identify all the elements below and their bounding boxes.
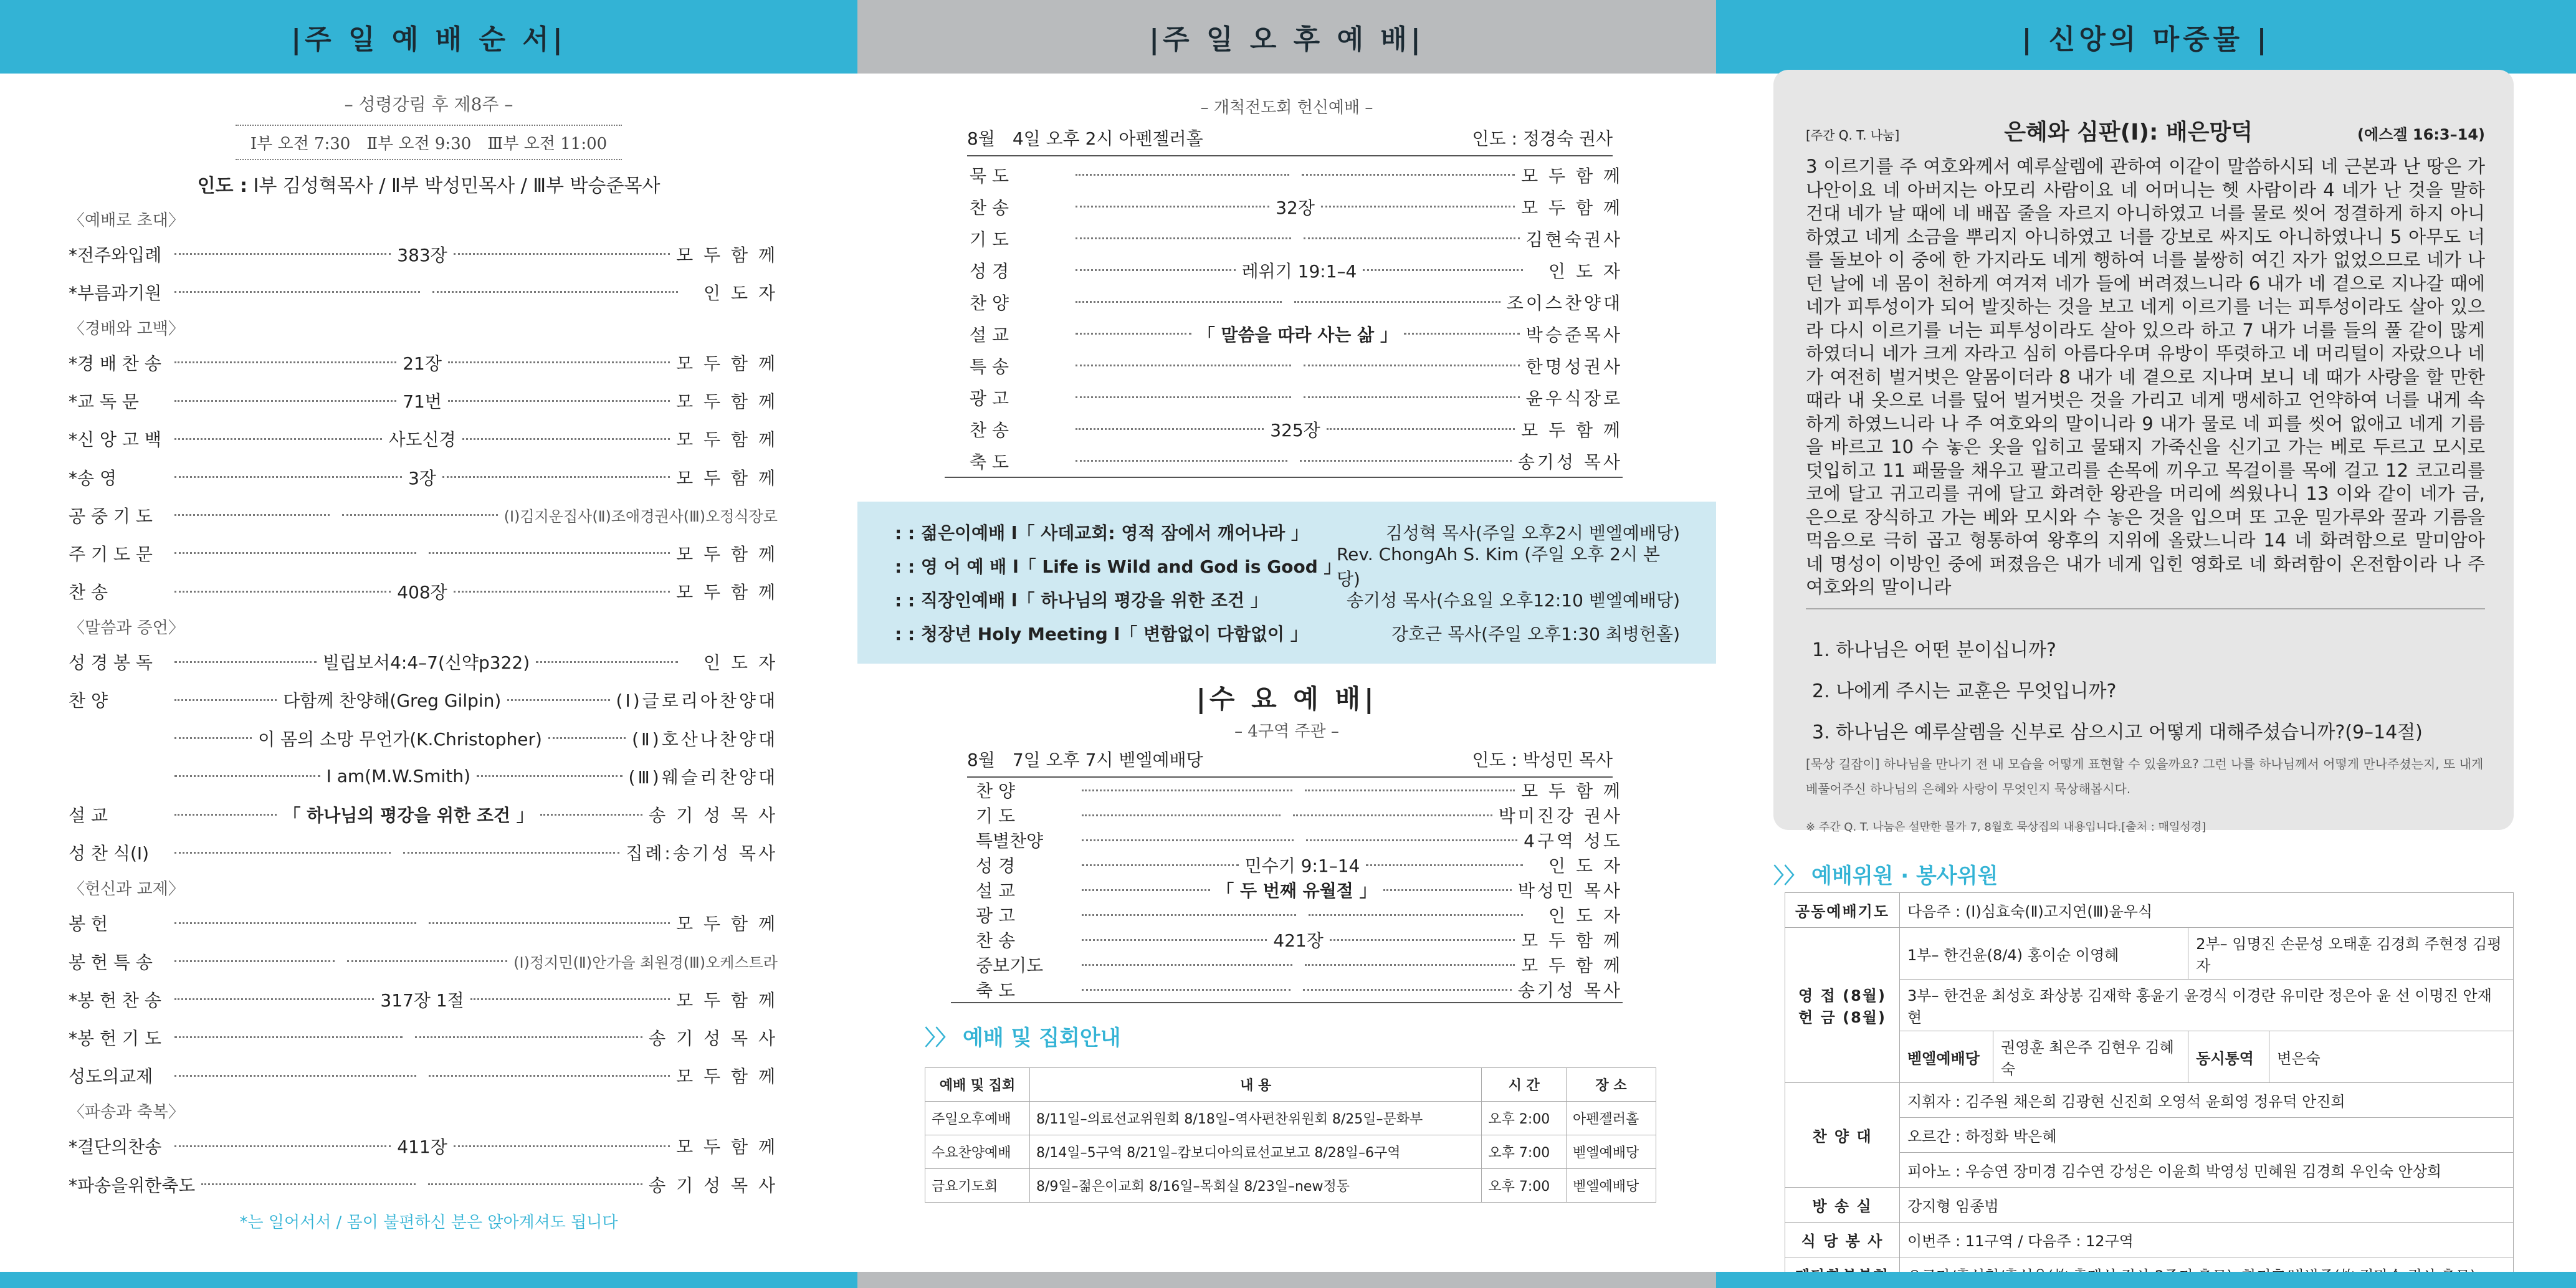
order-item-detail: [168, 465, 676, 490]
qt-question: 3. 하나님은 예루살렘을 신부로 삼으시고 어떻게 대해주셨습니까?(9–14절): [1812, 721, 2423, 743]
order-item-detail: [1069, 237, 1526, 239]
order-item-detail-text: 325장: [1270, 419, 1320, 441]
service-detail: Rev. ChongAh S. Kim (주일 오후 2시 본당): [1336, 544, 1660, 589]
order-item-name: 봉 헌: [69, 914, 108, 935]
table-row: [925, 1135, 1656, 1169]
volunteers-heading: [1773, 859, 1998, 889]
order-item-detail: [1069, 301, 1507, 303]
table-cell: 수요찬양예배: [925, 1135, 1030, 1169]
order-item-detail: [195, 1183, 649, 1185]
order-item-detail-text: 「 하나님의 평강을 위한 조건 」: [283, 805, 534, 826]
service-name: : : 젊은이예배 l「 사데교회: 영적 잠에서 깨어나라 」: [895, 523, 1309, 543]
list-item: [895, 544, 1680, 589]
order-item-name: 광 고: [970, 388, 1009, 409]
qt-title: 은혜와 심판(Ⅰ): 배은망덕: [2004, 120, 2253, 145]
order-row: [0, 757, 857, 795]
order-item-name: 묵 도: [970, 165, 1009, 186]
order-item-detail-text: 411장: [397, 1137, 447, 1158]
volunteers-table: [1785, 892, 2514, 1288]
order-item-name: 주 기 도 문: [69, 543, 153, 565]
other-services-band: [857, 502, 1716, 664]
order-item-detail-text: 21장: [403, 353, 442, 374]
order-row: [951, 952, 1623, 977]
order-item-detail: [168, 579, 676, 604]
order-item-detail: [168, 802, 649, 827]
order-item-detail: [1069, 417, 1521, 442]
order-item-leader: 모 두 함 께: [676, 990, 778, 1011]
order-item-leader: 모 두 함 께: [1521, 165, 1623, 186]
order-item-leader: 모 두 함 께: [676, 1137, 778, 1158]
order-item-detail: [168, 350, 676, 375]
list-item: [895, 583, 1680, 616]
order-row: [945, 350, 1623, 381]
table-cell: 벧엘예배당: [1567, 1169, 1656, 1203]
order-item-detail: [1076, 914, 1529, 916]
column-header: 내 용: [1030, 1068, 1482, 1102]
qt-question: 1. 하나님은 어떤 분이십니까?: [1812, 639, 2056, 661]
order-item-leader: 김현숙권사: [1525, 229, 1623, 250]
order-item-detail: [1069, 396, 1526, 398]
order-item-leader: 인 도 자: [1548, 856, 1623, 876]
order-item-leader: 송 기 성 목 사: [649, 1175, 778, 1196]
order-item-detail-text: 이 몸의 소망 무언가(K.Christopher): [258, 728, 542, 750]
qt-scripture: 3 이르기를 주 여호와께서 예루살렘에 관하여 이같이 말씀하시되 네 근본과 난 땅은 가나안이요 네 아버지는 아모리 사람이요 네 어머니는 헷 사람이라 4 네가 난 것을 말하건대 네가 날 때에 네 배꼽 줄을 자르지 아니하였고 너를 물로 씻어 정결하게 하지 아니하였고 네게 소금을 뿌리지 아니하였고 너를 강보로 싸지도 아니하였나니 5 아무도 너를 돌보아 이 중에 한 가지라도 네게 행하여 너를 불쌍히 여긴 자가 없었으므로 네가 나던 날에 네 몸이 천하게 여겨져 네가 들에 버려졌느니라 6 내가 네 곁으로 지나갈 때에 네가 피투성이가 되어 발짓하는 것을 보고 네게 이르기를 너는 피투성이라도 살아 있으라 다시 이르기를 너는 피투성이라도 살아 있으라 하고 7 내가 너를 들의 풀 같이 많게 하였더니 네가 크게 자라고 심히 아름다우며 유방이 뚜렷하고 네 머리털이 자랐으나 네가 여전히 벌거벗은 알몸이더라 8 내가 네 곁으로 지나며 보니 네 때가 사랑을 할 만한 때라 내 옷으로 너를 덮어 벌거벗은 것을 가리고 네게 맹세하고 언약하여 너를 내게 속하게 하였느니라 나 주 여호와의 말이니라 9 내가 물로 네 피를 씻어 없애고 네게 기름을 바르고 10 수 놓은 옷을 입히고 물돼지 가죽신을 신기고 가는 베로 두르고 모시로 덧입히고 11 패물을 채우고 팔고리를 손목에 끼우고 목걸이를 목에 걸고 12 코고리를 코에 달고 귀고리를 귀에 달고 화려한 왕관을 머리에 씌웠나니 13 이와 같이 네가 금, 은으로 장식하고 가는 베와 모시와 수 놓은 것을 입으며 또 고운 밀가루와 꿀과 기름을 먹음으로 극히 곱고 형통하여 왕후의 지위에 올랐느니라 14 네 화려함으로 말미암아 네 명성이 이방인 중에 퍼졌음은 내가 네게 입힌 영화로 네 화려함이 온전함이라 나 주 여호와의 말이니라: [1806, 156, 2485, 598]
faith-title: | 신앙의 마중물 |: [1716, 0, 2576, 74]
order-item-detail-text: 레위기 19:1–4: [1241, 260, 1357, 282]
order-row: [945, 381, 1623, 413]
faith-column: [1716, 0, 2576, 1288]
vol-key: 공동예배기도: [1785, 893, 1900, 928]
vol-value: 지휘자 : 김주원 채은희 김광현 신진희 오영석 윤희영 정유덕 안진희: [1900, 1083, 2514, 1118]
section-label: 〈예배로 초대〉: [69, 211, 184, 230]
order-item-name: *파송을위한축도: [69, 1175, 196, 1196]
order-item-detail-text: 「 두 번째 유월절 」: [1216, 880, 1377, 901]
order-row: [0, 273, 857, 311]
table-cell: 금요기도회: [925, 1169, 1030, 1203]
order-item-detail: [1069, 258, 1529, 283]
order-row: [0, 573, 857, 611]
guide-heading: [857, 1021, 1716, 1051]
qt-card: [1773, 70, 2514, 834]
order-row: [0, 1057, 857, 1095]
vol-value: 3부– 한건윤 최성호 좌상봉 김재학 홍윤기 윤경식 이경란 유미란 정은아 윤 선 이명진 안재현: [1900, 980, 2514, 1031]
order-item-leader: 박성민 목사: [1517, 880, 1623, 901]
order-item-leader: (Ⅱ)호산나찬양대: [632, 728, 778, 750]
order-row: [0, 904, 857, 942]
order-item-name: 찬 송: [970, 419, 1009, 441]
order-item-leader: 모 두 함 께: [1521, 781, 1623, 801]
order-item-detail: [1069, 322, 1526, 346]
vol-value: 다음주 : (Ⅰ)심효숙(Ⅱ)고지연(Ⅲ)윤우식: [1900, 893, 2514, 928]
order-item-leader: 모 두 함 께: [676, 391, 778, 413]
order-item-name: 설 교: [69, 805, 108, 826]
order-row: [0, 719, 857, 757]
order-item-detail-text: 민수기 9:1–14: [1244, 856, 1360, 876]
order-item-leader: 모 두 함 께: [676, 1066, 778, 1087]
order-row: [0, 942, 857, 980]
order-item-leader: (Ⅰ)글로리아찬양대: [616, 690, 778, 712]
footer-bar: [0, 1272, 857, 1288]
order-item-name: 성 경: [976, 856, 1015, 876]
order-item-name: *교 독 문: [69, 391, 139, 413]
order-item-detail: [1069, 194, 1521, 219]
order-item-leader: 박승준목사: [1525, 324, 1623, 345]
order-row: [945, 191, 1623, 222]
order-item-detail: [168, 649, 684, 674]
order-row: [0, 643, 857, 681]
service-detail: 송기성 목사(수요일 오후12:10 벧엘예배당): [1347, 590, 1680, 611]
vol-value: 권영훈 최은주 김현우 김혜숙: [1993, 1031, 2188, 1083]
afternoon-date: 8월 4일 오후 2시 아펜젤러홀: [967, 128, 1203, 149]
afternoon-worship-title: |주 일 오 후 예 배|: [857, 0, 1716, 74]
service-detail: 강호근 목사(주일 오후1:30 최병헌홀): [1391, 624, 1680, 644]
order-item-detail: [168, 987, 676, 1012]
order-item-leader: 모 두 함 께: [676, 467, 778, 489]
order-row: [945, 222, 1623, 254]
service-name: : : 직장인예배 l「 하나님의 평강을 위한 조건 」: [895, 590, 1268, 611]
order-item-detail: [168, 242, 676, 267]
order-row: [945, 286, 1623, 318]
section-label: 〈말씀과 증언〉: [69, 619, 184, 638]
table-cell: 오후 7:00: [1482, 1135, 1567, 1169]
table-row: [925, 1169, 1656, 1203]
table-cell: 주일오후예배: [925, 1102, 1030, 1135]
vol-value: 1부– 한건윤(8/4) 홍이순 이영혜: [1900, 928, 2188, 980]
order-item-detail: [168, 687, 616, 712]
order-item-name: 기 도: [970, 229, 1009, 250]
order-item-leader: 송기성 목사: [1517, 980, 1623, 1001]
table-row: [1785, 1223, 2514, 1257]
table-cell: 오후 7:00: [1482, 1169, 1567, 1203]
qt-tag: [주간 Q. T. 나눔]: [1806, 128, 1900, 143]
order-item-name: 공 중 기 도: [69, 505, 153, 527]
order-item-leader: 한명성권사: [1525, 356, 1623, 377]
order-row: [951, 927, 1623, 952]
order-item-detail-text: 71번: [403, 391, 442, 413]
wednesday-subtitle: – 4구역 주관 –: [1234, 722, 1339, 741]
order-item-name: 찬 송: [976, 930, 1015, 951]
service-times: Ⅰ부 오전 7:30 Ⅱ부 오전 9:30 Ⅲ부 오전 11:00: [236, 125, 622, 160]
order-row: [0, 420, 857, 458]
order-item-detail: [168, 766, 629, 786]
vol-key: 식 당 봉 사: [1785, 1223, 1900, 1257]
order-item-detail-text: 317장 1절: [380, 990, 464, 1011]
order-row: [0, 834, 857, 872]
order-item-name: *경 배 찬 송: [69, 353, 161, 374]
wednesday-order: [951, 778, 1623, 1003]
order-item-name: 축 도: [976, 980, 1015, 1001]
order-item-name: 특별찬양: [976, 831, 1044, 851]
qt-question: 2. 나에게 주시는 교훈은 무엇입니까?: [1812, 680, 2117, 702]
order-item-detail: [168, 960, 513, 962]
order-item-detail: [168, 388, 676, 413]
order-item-detail-text: 383장: [397, 244, 447, 265]
vol-value: 2부– 임명진 손문성 오태훈 김경희 주현정 김평자: [2188, 928, 2514, 980]
order-item-detail-text: 「 말씀을 따라 사는 삶 」: [1197, 324, 1398, 345]
order-item-detail: [168, 1036, 649, 1038]
vol-key: 벧엘예배당: [1900, 1031, 1993, 1083]
meditation-guide: [묵상 길잡이] 하나님을 만나기 전 내 모습을 어떻게 표현할 수 있을까요? 그런 나를 하나님께서 어떻게 만나주셨는지, 또 내게 베풀어주신 하나님의 은혜와 사랑이 무엇인지 묵상해봅시다.: [1806, 756, 2484, 796]
order-item-detail: [168, 552, 676, 554]
order-item-name: *부름과기원: [69, 282, 162, 303]
order-item-leader: (Ⅲ)웨슬리찬양대: [628, 766, 778, 788]
order-item-name: 축 도: [970, 451, 1009, 472]
order-row: [951, 828, 1623, 852]
order-item-leader: 인 도 자: [704, 282, 778, 303]
order-row: [0, 458, 857, 496]
order-row: [0, 496, 857, 534]
qt-questions: [1806, 608, 2485, 744]
order-item-leader: 인 도 자: [1548, 260, 1623, 282]
order-item-detail: [168, 1075, 676, 1077]
order-item-detail-text: I am(M.W.Smith): [326, 766, 470, 787]
order-item-leader: 모 두 함 께: [676, 244, 778, 265]
service-name: : : 영 어 예 배 l「 Life is Wild and God is Good 」: [895, 556, 1342, 577]
order-item-leader: 집례:송기성 목사: [626, 843, 778, 864]
order-row: [945, 254, 1623, 286]
order-item-name: 찬 송: [69, 582, 108, 603]
order-item-name: 설 교: [976, 880, 1015, 901]
column-header: 예배 및 집회: [925, 1068, 1030, 1102]
volunteers-title: 예배위원 · 봉사위원: [1811, 864, 1998, 889]
order-row: [0, 1127, 857, 1165]
order-item-detail: [168, 852, 626, 854]
order-item-name: 찬 송: [970, 197, 1009, 218]
order-row: [945, 318, 1623, 350]
order-item-leader: 모 두 함 께: [676, 543, 778, 565]
order-item-name: 중보기도: [976, 955, 1044, 976]
table-row: [925, 1102, 1656, 1135]
order-row: [0, 980, 857, 1018]
order-item-leader: 모 두 함 께: [676, 914, 778, 935]
afternoon-worship-column: [857, 0, 1716, 1288]
column-header: 장 소: [1567, 1068, 1656, 1102]
order-row: [951, 778, 1623, 803]
order-item-leader: 인 도 자: [704, 652, 778, 674]
table-row: [1785, 1188, 2514, 1223]
order-item-name: 광 고: [976, 905, 1015, 926]
order-item-leader: 모 두 함 께: [1521, 930, 1623, 951]
order-item-name: *신 앙 고 백: [69, 429, 161, 451]
order-row: [951, 902, 1623, 927]
vol-key: 방 송 실: [1785, 1188, 1900, 1223]
order-item-leader: 인 도 자: [1548, 905, 1623, 926]
order-of-service: [0, 203, 857, 1203]
afternoon-order: [945, 159, 1623, 478]
column-header: 시 간: [1482, 1068, 1567, 1102]
order-item-leader: (Ⅰ)김지운집사(Ⅱ)조애경권사(Ⅲ)오정식장로: [503, 508, 778, 526]
table-cell: 아펜젤러홀: [1567, 1102, 1656, 1135]
order-item-detail-text: 421장: [1273, 930, 1324, 951]
order-item-name: *전주와입례: [69, 244, 162, 265]
order-item-name: 찬 양: [970, 292, 1009, 313]
order-item-leader: 송기성 목사: [1517, 451, 1623, 472]
order-row: [0, 343, 857, 381]
order-row: [945, 159, 1623, 191]
order-item-name: *송 영: [69, 467, 117, 489]
order-item-name: 성 경: [970, 260, 1009, 282]
table-cell: 벧엘예배당: [1567, 1135, 1656, 1169]
sunday-worship-column: [0, 0, 857, 1288]
order-row: [0, 1165, 857, 1203]
qt-source: ※ 주간 Q. T. 나눔은 설만한 물가 7, 8월호 묵상집의 내용입니다.[출처 : 매일성경]: [1806, 820, 2206, 834]
order-item-leader: (Ⅰ)정지민(Ⅱ)안가을 최원경(Ⅲ)오케스트라: [513, 954, 778, 972]
order-item-detail: [1076, 839, 1524, 841]
section-label: 〈경배와 고백〉: [69, 319, 184, 338]
order-item-leader: 모 두 함 께: [676, 353, 778, 374]
order-item-detail: [1076, 789, 1521, 791]
order-item-leader: 모 두 함 께: [676, 582, 778, 603]
order-item-detail: [1076, 927, 1521, 952]
guide-table: [925, 1067, 1656, 1203]
order-item-name: 찬 양: [69, 690, 108, 712]
order-item-name: 설 교: [970, 324, 1009, 345]
order-item-leader: 4구역 성도: [1524, 831, 1623, 851]
vol-key: 영 접 (8월) 헌 금 (8월): [1785, 928, 1900, 1083]
wednesday-date: 8월 7일 오후 7시 벧엘예배당: [967, 750, 1203, 770]
order-item-detail-text: 32장: [1276, 197, 1315, 218]
order-item-name: 특 송: [970, 356, 1009, 377]
order-item-leader: 박미진강 권사: [1498, 806, 1623, 826]
order-item-detail: [168, 291, 684, 293]
order-item-detail: [168, 426, 676, 451]
guide-title: 예배 및 집회안내: [963, 1026, 1121, 1051]
wednesday-title: |수 요 예 배|: [1196, 684, 1378, 714]
chevron-right-icon: 〉〉: [1773, 864, 1805, 889]
section-label: 〈파송과 축복〉: [69, 1103, 184, 1122]
service-leaders: [0, 170, 857, 198]
order-row: [0, 795, 857, 833]
service-detail: 김성혁 목사(주일 오후2시 벧엘예배당): [1385, 523, 1680, 543]
vol-value: 이번주 : 11구역 / 다음주 : 12구역: [1900, 1223, 2514, 1257]
order-item-leader: 모 두 함 께: [1521, 197, 1623, 218]
afternoon-info: [967, 125, 1613, 156]
leaders-names: Ⅰ부 김성혁목사 / Ⅱ부 박성민목사 / Ⅲ부 박승준목사: [253, 175, 661, 197]
order-item-name: *봉 헌 기 도: [69, 1028, 161, 1049]
footer-bar: [1716, 1272, 2576, 1288]
order-row: [0, 1018, 857, 1056]
table-row: [1785, 928, 2514, 980]
wednesday-leader: 인도 : 박성민 목사: [1472, 750, 1613, 770]
vol-value: 오르간 : 하정화 박은혜: [1900, 1118, 2514, 1153]
qt-reference: (에스겔 16:3–14): [2357, 126, 2485, 143]
vol-key: 찬 양 대: [1785, 1083, 1900, 1188]
sunday-worship-title: |주 일 예 배 순 서|: [0, 0, 857, 74]
order-item-leader: 송 기 성 목 사: [649, 805, 778, 826]
footer-bar: [857, 1272, 1716, 1288]
order-item-name: 성 경 봉 독: [69, 652, 153, 674]
table-row: [1785, 1083, 2514, 1118]
chevron-right-icon: 〉〉: [925, 1026, 956, 1051]
order-item-leader: 송 기 성 목 사: [649, 1028, 778, 1049]
order-item-detail: [168, 514, 504, 516]
vol-value: 변은숙: [2269, 1031, 2514, 1083]
order-item-leader: 조이스찬양대: [1506, 292, 1623, 313]
order-row: [945, 413, 1623, 445]
order-item-leader: 모 두 함 께: [676, 429, 778, 451]
order-item-detail-text: 빌립보서4:4–7(신약p322): [322, 652, 530, 674]
order-item-detail: [1076, 877, 1518, 902]
order-item-detail-text: 사도신경: [388, 429, 456, 451]
table-row: [1785, 893, 2514, 928]
order-item-name: 기 도: [976, 806, 1015, 826]
service-name: : : 청장년 Holy Meeting l「 변함없이 다함없이 」: [895, 624, 1308, 644]
order-row: [951, 977, 1623, 1002]
order-item-name: 찬 양: [976, 781, 1015, 801]
order-item-detail-text: 408장: [397, 582, 447, 603]
afternoon-subtitle: – 개척전도회 헌신예배 –: [1200, 98, 1373, 117]
table-cell: 8/9일–젊은이교회 8/16일–목회실 8/23일–new정동: [1030, 1169, 1482, 1203]
table-header-row: [925, 1068, 1656, 1102]
order-item-detail: [1076, 964, 1521, 966]
order-item-detail-text: 3장: [408, 467, 436, 489]
leaders-label: 인도 :: [197, 175, 247, 197]
week-subtitle: – 성령강림 후 제8주 –: [344, 94, 513, 115]
order-item-name: *결단의찬송: [69, 1137, 162, 1158]
order-row: [0, 235, 857, 273]
vol-value: 강지형 임종범: [1900, 1188, 2514, 1223]
order-item-detail: [1069, 365, 1526, 366]
order-row: [0, 681, 857, 719]
order-item-name: 성 찬 식(Ⅰ): [69, 843, 150, 864]
order-item-detail: [1076, 989, 1518, 991]
table-cell: 오후 2:00: [1482, 1102, 1567, 1135]
vol-key: 동시통역: [2188, 1031, 2269, 1083]
list-item: [895, 616, 1680, 650]
order-item-leader: 모 두 함 께: [1521, 419, 1623, 441]
order-item-detail: [1076, 852, 1529, 877]
order-item-name: 봉 헌 특 송: [69, 952, 153, 973]
order-item-detail-text: 다함께 찬양해(Greg Gilpin): [283, 690, 502, 712]
order-item-detail: [1069, 460, 1518, 462]
order-item-name: 성도의교제: [69, 1066, 153, 1087]
vol-value: 피아노 : 우승연 장미경 김수연 강성은 이윤희 박영성 민혜원 김경희 우인숙 안상희: [1900, 1153, 2514, 1188]
order-item-detail: [1069, 174, 1521, 176]
section-label: 〈헌신과 교제〉: [69, 880, 184, 899]
order-item-leader: 윤우식장로: [1525, 388, 1623, 409]
order-item-leader: 모 두 함 께: [1521, 955, 1623, 976]
afternoon-leader: 인도 : 정경숙 권사: [1472, 128, 1613, 149]
order-row: [951, 877, 1623, 902]
order-row: [945, 445, 1623, 477]
order-item-name: *봉 헌 찬 송: [69, 990, 161, 1011]
order-row: [951, 803, 1623, 828]
order-item-detail: [168, 922, 676, 924]
order-item-detail: [1076, 814, 1499, 816]
table-cell: 8/11일–의료선교위원회 8/18일–역사편찬위원회 8/25일–문화부: [1030, 1102, 1482, 1135]
table-cell: 8/14일–5구역 8/21일–캄보디아의료선교보고 8/28일–6구역: [1030, 1135, 1482, 1169]
order-item-detail: [168, 726, 632, 751]
qt-card-title-row: [1806, 115, 2485, 146]
order-row: [951, 852, 1623, 877]
order-row: [0, 382, 857, 420]
order-row: [0, 534, 857, 572]
order-item-detail: [168, 1133, 676, 1158]
standing-note: *는 일어서서 / 몸이 불편하신 분은 앉아계셔도 됩니다: [239, 1213, 618, 1233]
wednesday-info: [967, 747, 1613, 778]
